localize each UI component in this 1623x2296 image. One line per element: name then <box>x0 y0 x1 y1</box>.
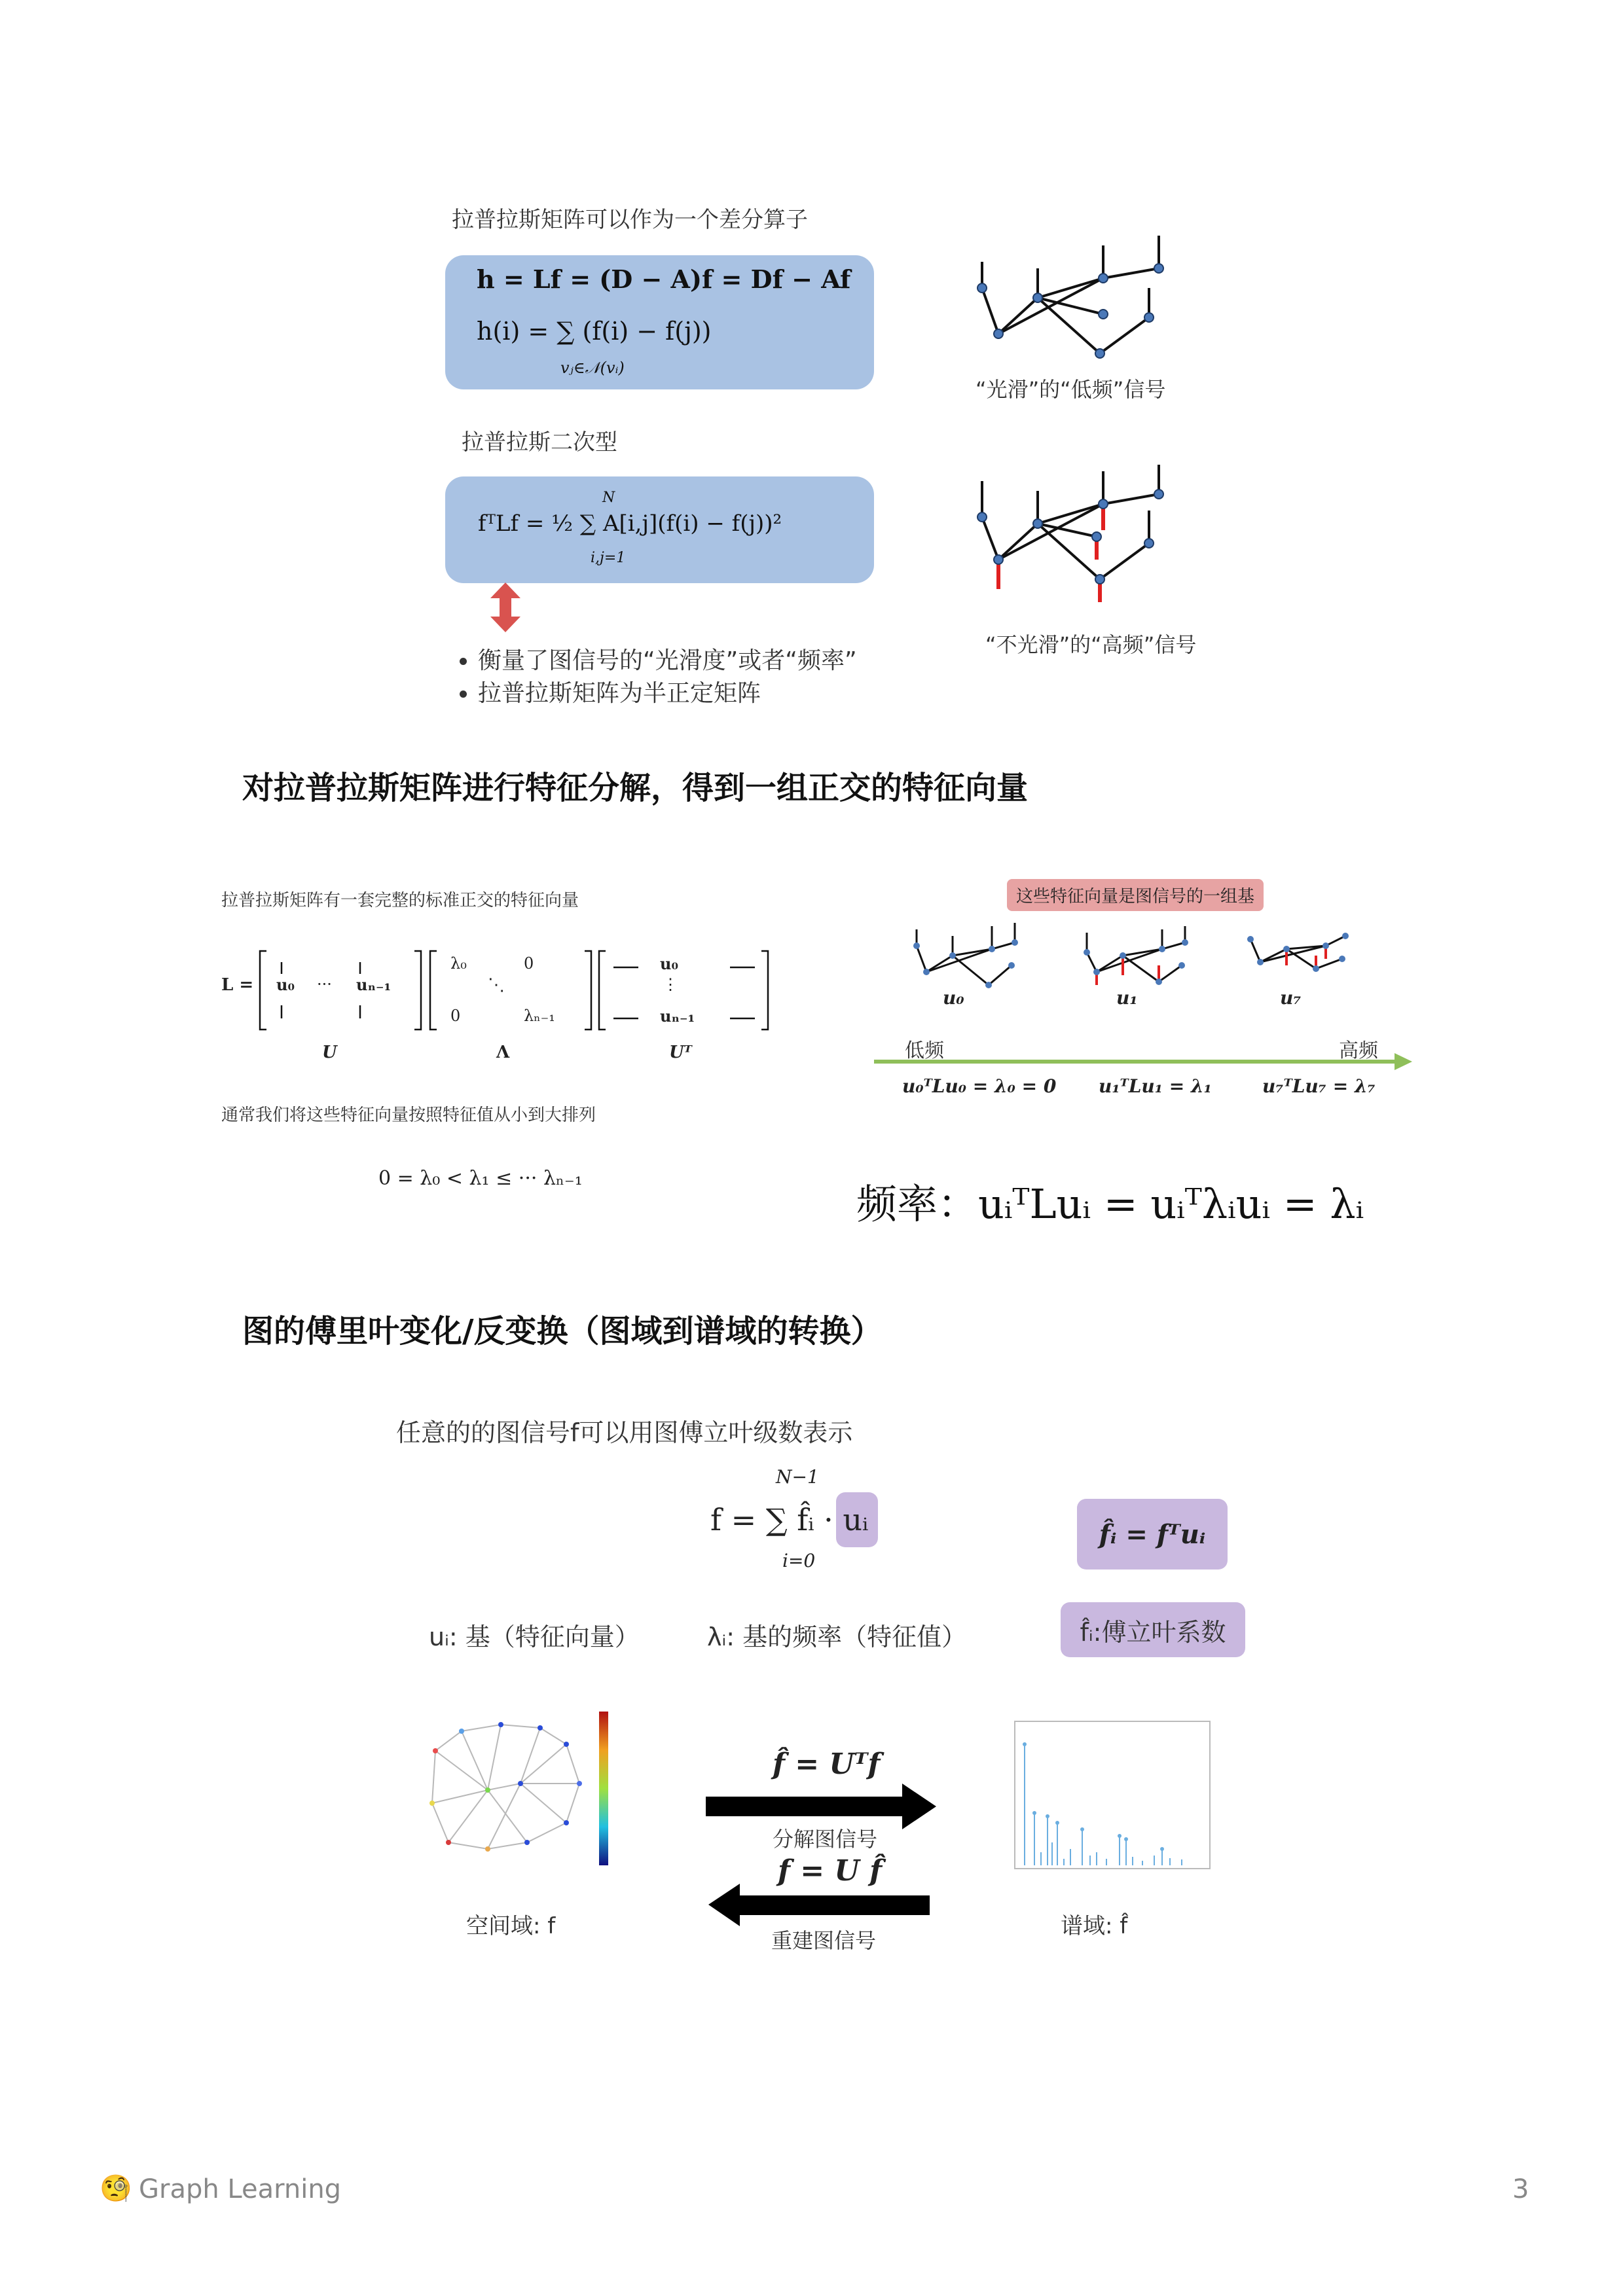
rayleigh-u1: u₁ᵀLu₁ = λ₁ <box>1099 1075 1212 1097</box>
freq-desc: λᵢ: 基的频率（特征值） <box>707 1623 967 1651</box>
footer-emoji-icon: 🧐 <box>100 2174 132 2204</box>
coef-desc: f̂ᵢ:傅立叶系数 <box>1080 1617 1226 1647</box>
label-Lambda: Λ <box>496 1043 510 1062</box>
rayleigh-u0: u₀ᵀLu₀ = λ₀ = 0 <box>902 1075 1057 1097</box>
spectral-domain-stem-plot-icon <box>998 1718 1214 1878</box>
diff-operator-caption: 拉普拉斯矩阵可以作为一个差分算子 <box>452 207 808 233</box>
formula-quad-sub: i,j=1 <box>591 550 626 566</box>
bullet-smoothness: • 衡量了图信号的“光滑度”或者“频率” <box>478 645 857 677</box>
frequency-formula: 频率：uᵢᵀLuᵢ = uᵢᵀλᵢuᵢ = λᵢ <box>856 1180 1364 1228</box>
rough-signal-graph-icon <box>962 458 1185 609</box>
formula-h-line2: h(i) = ∑ (f(i) − f(j)) <box>477 317 712 346</box>
matrix-brackets <box>259 948 782 1033</box>
u7-label: u₇ <box>1280 987 1302 1009</box>
smooth-signal-caption: “光滑”的“低频”信号 <box>976 377 1166 402</box>
footer-brand: Graph Learning <box>139 2174 342 2204</box>
quadratic-form-box <box>445 476 874 583</box>
rough-signal-caption: “不光滑”的“高频”信号 <box>985 632 1197 657</box>
fourier-series-formula: f = ∑ f̂ᵢ · uᵢ <box>710 1502 869 1537</box>
inverse-caption: 重建图信号 <box>771 1928 877 1953</box>
spectral-caption: 谱域: f̂ <box>1061 1913 1128 1939</box>
inverse-arrow-icon <box>708 1884 931 1926</box>
u0-label: u₀ <box>943 987 964 1009</box>
section3-heading: 图的傅里叶变化/反变换（图域到谱域的转换） <box>242 1313 883 1350</box>
quadratic-caption: 拉普拉斯二次型 <box>462 429 617 456</box>
series-caption: 任意的的图信号f可以用图傅立叶级数表示 <box>396 1418 853 1447</box>
formula-h-sum-subscript: vⱼ∈𝒩(vᵢ) <box>560 359 625 377</box>
matrix-uN1-row: uₙ₋₁ <box>660 1007 695 1026</box>
matrix-u0-col: u₀ <box>276 975 295 994</box>
matrix-lambda0: λ₀ <box>450 954 467 973</box>
label-U: U <box>322 1043 337 1062</box>
basis-label: 这些特征向量是图信号的一组基 <box>1007 879 1264 911</box>
matrix-zero-bottom: 0 <box>450 1007 461 1025</box>
basis-desc: uᵢ: 基（特征向量） <box>429 1623 640 1651</box>
matrix-L-label: L = <box>221 975 254 995</box>
orthonormal-caption: 拉普拉斯矩阵有一套完整的标准正交的特征向量 <box>221 891 579 910</box>
matrix-ddots: ⋱ <box>488 975 505 995</box>
label-UT: Uᵀ <box>669 1043 692 1062</box>
eigen-order-formula: 0 = λ₀ < λ₁ ≤ ··· λₙ₋₁ <box>378 1167 583 1190</box>
fourier-sum-top: N−1 <box>776 1466 819 1488</box>
rayleigh-u7: u₇ᵀLu₇ = λ₇ <box>1262 1075 1376 1097</box>
forward-caption: 分解图信号 <box>773 1827 878 1852</box>
frequency-formula-clip <box>856 1172 1427 1230</box>
formula-quad-sup: N <box>602 490 615 506</box>
eigenvector-u0-graph-icon <box>907 920 1031 992</box>
matrix-zero-top: 0 <box>524 954 534 973</box>
coef-desc-box <box>1061 1602 1245 1657</box>
formula-quad: fᵀLf = ½ ∑ A[i,j](f(i) − f(j))² <box>478 511 782 537</box>
coef-formula-box <box>1077 1499 1228 1570</box>
eigenvector-u7-graph-icon <box>1241 920 1365 992</box>
forward-formula: f̂ = Uᵀf <box>773 1748 881 1781</box>
eigenvector-u1-graph-icon <box>1077 920 1201 992</box>
laplacian-diff-formula-box <box>445 255 874 389</box>
high-freq-label: 高频 <box>1339 1039 1378 1062</box>
double-arrow-icon <box>488 581 524 634</box>
smooth-signal-graph-icon <box>962 229 1185 360</box>
frequency-arrow-icon <box>874 1052 1414 1071</box>
inverse-formula: f = U f̂ <box>778 1854 883 1888</box>
formula-h-line1: h = Lf = (D − A)f = Df − Af <box>477 264 851 294</box>
section1-bullets <box>452 645 857 710</box>
page-number: 3 <box>1512 2174 1529 2204</box>
matrix-vdots: ⋮ <box>663 975 678 994</box>
u1-label: u₁ <box>1116 987 1138 1009</box>
matrix-u0-row: u₀ <box>660 954 678 973</box>
low-freq-label: 低频 <box>905 1039 944 1062</box>
spatial-domain-graph-icon <box>422 1712 619 1869</box>
matrix-col-dots: ··· <box>317 975 332 994</box>
matrix-uN1-col: uₙ₋₁ <box>356 975 392 994</box>
matrix-lambdaN1: λₙ₋₁ <box>524 1007 555 1025</box>
section2-heading: 对拉普拉斯矩阵进行特征分解，得到一组正交的特征向量 <box>242 770 1029 806</box>
bullet-psd: • 拉普拉斯矩阵为半正定矩阵 <box>478 677 857 710</box>
coef-formula: f̂ᵢ = fᵀuᵢ <box>1099 1518 1206 1550</box>
fourier-sum-bottom: i=0 <box>782 1550 816 1571</box>
sort-caption: 通常我们将这些特征向量按照特征值从小到大排列 <box>221 1105 596 1125</box>
spatial-caption: 空间域: f <box>466 1913 556 1939</box>
